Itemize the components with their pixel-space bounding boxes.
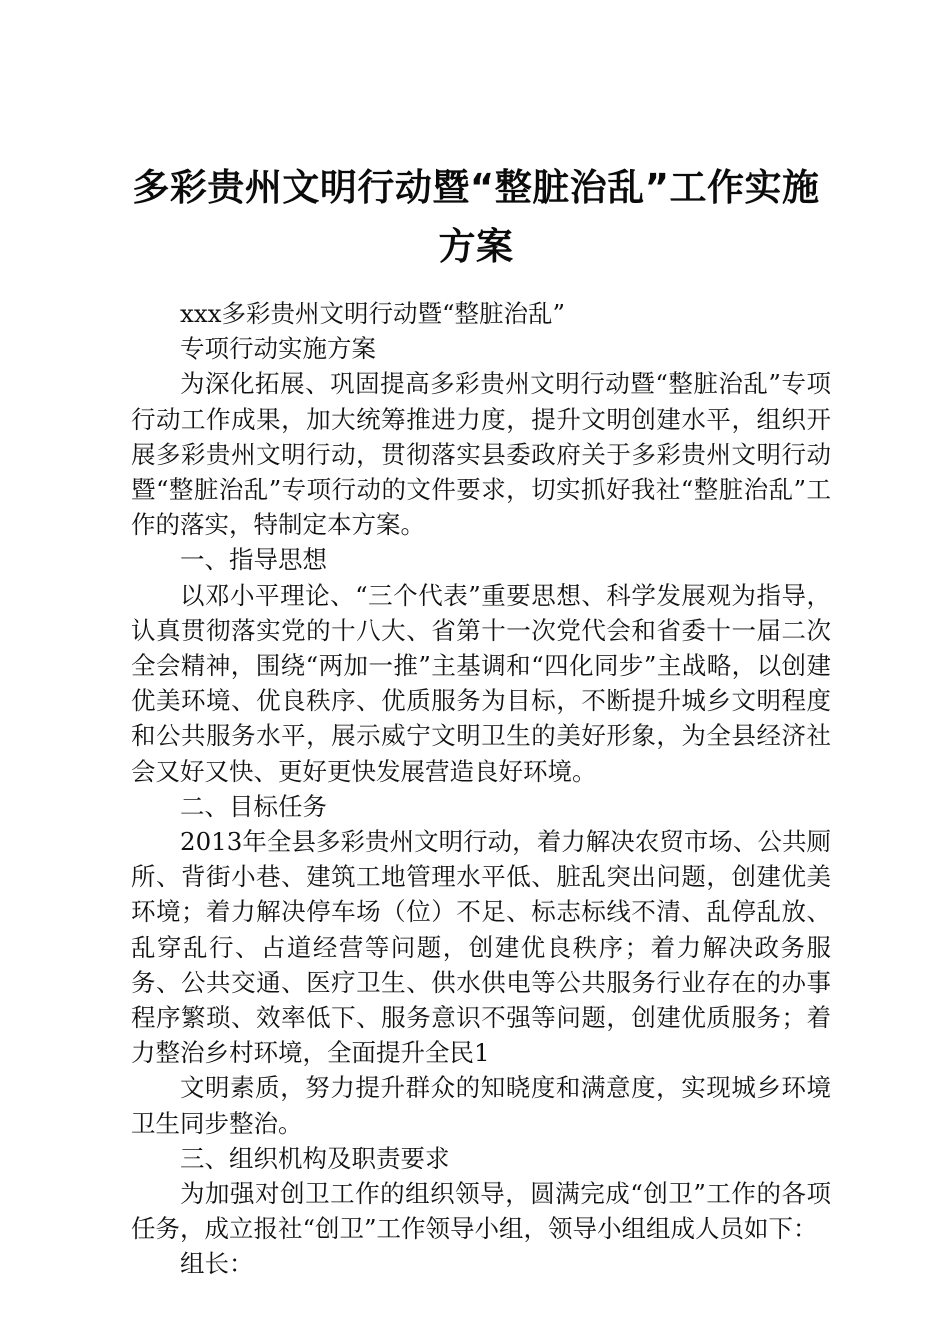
goals-tasks-paragraph: 2013年全县多彩贵州文明行动，着力解决农贸市场、公共厕所、背街小巷、建筑工地管理水平低、脏乱突出问题，创建优美环境；着力解决停车场（位）不足、标志标线不清、乱停乱放、乱穿乱行、占道经营等问题，创建优良秩序；着力解决政务服务、公共交通、医疗卫生、供水供电等公共服务行业存在的办事程序繁琐、效率低下、服务意识不强等问题，创建优质服务；着力整治乡村环境，全面提升全民1 (131, 827, 831, 1068)
document-body (131, 296, 831, 1282)
organization-paragraph: 为加强对创卫工作的组织领导，圆满完成“创卫”工作的各项任务，成立报社“创卫”工作领导小组，领导小组组成人员如下： (131, 1179, 831, 1244)
team-leader-line: 组长： (180, 1249, 254, 1279)
section-heading-organization: 三、组织机构及职责要求 (180, 1143, 450, 1173)
subtitle-line-2: 专项行动实施方案 (180, 334, 376, 364)
intro-paragraph: 为深化拓展、巩固提高多彩贵州文明行动暨“整脏治乱”专项行动工作成果，加大统筹推进力度，提升文明创建水平，组织开展多彩贵州文明行动，贯彻落实县委政府关于多彩贵州文明行动暨“整脏治乱”专项行动的文件要求，切实抓好我社“整脏治乱”工作的落实，特制定本方案。 (131, 369, 831, 540)
section-heading-goals-tasks: 二、目标任务 (180, 791, 327, 821)
section-heading-guiding-ideology: 一、指导思想 (180, 545, 327, 575)
document-title: 多彩贵州文明行动暨“整脏治乱”工作实施方案 (132, 166, 820, 268)
guiding-ideology-paragraph: 以邓小平理论、“三个代表”重要思想、科学发展观为指导，认真贯彻落实党的十八大、省第十一次党代会和省委十一届二次全会精神，围绕“两加一推”主基调和“四化同步”主战略，以创建优美环境、优良秩序、优质服务为目标，不断提升城乡文明程度和公共服务水平，展示威宁文明卫生的美好形象，为全县经济社会又好又快、更好更快发展营造良好环境。 (131, 580, 831, 786)
goals-tasks-continuation: 文明素质，努力提升群众的知晓度和满意度，实现城乡环境卫生同步整治。 (131, 1073, 831, 1138)
subtitle-line-1: xxx多彩贵州文明行动暨“整脏治乱” (180, 299, 566, 328)
